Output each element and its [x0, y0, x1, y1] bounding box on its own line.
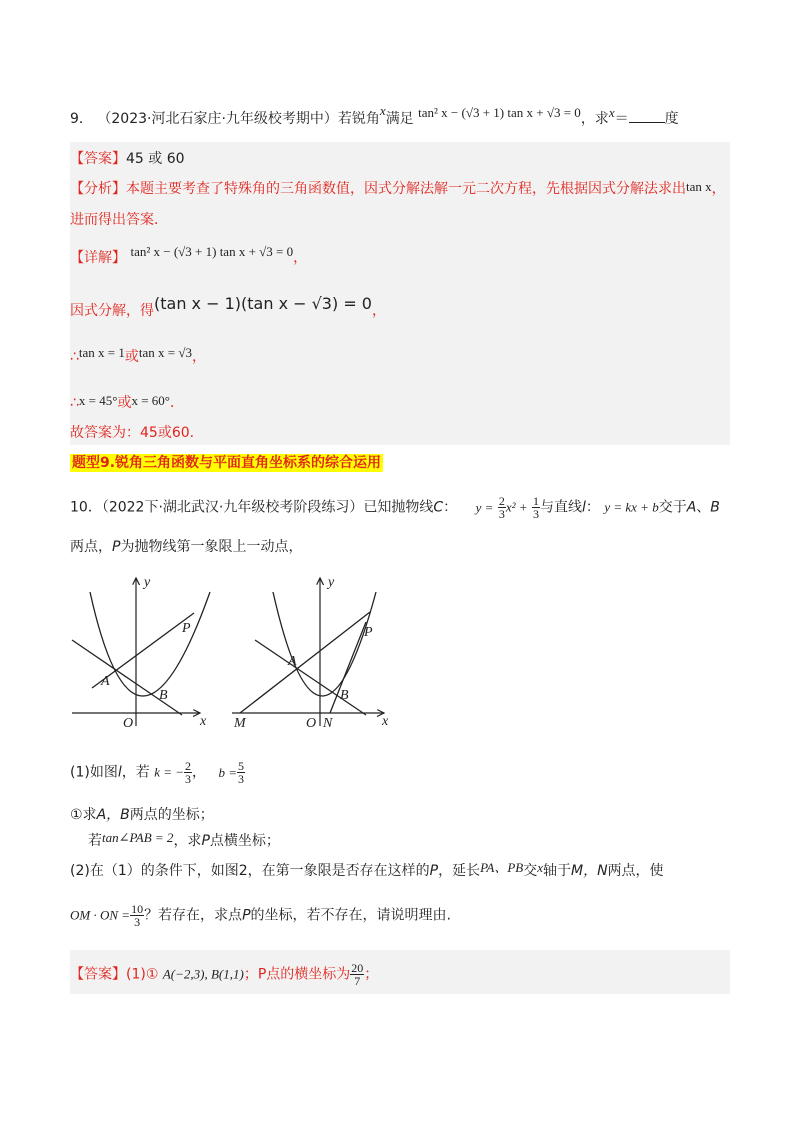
- q10-sub2-mn: M，N: [570, 863, 608, 879]
- q9-factor-line: [70, 294, 386, 320]
- q10-line2: [70, 538, 302, 556]
- q9-answer-line: [70, 150, 185, 168]
- q10-b-comma: ，: [192, 764, 207, 781]
- q9-factor-eq: (tan x − 1)(tan x − √3) = 0: [154, 294, 372, 313]
- q10-sub2-pa: PA、PB: [480, 860, 524, 875]
- q10-number: 10．: [70, 499, 102, 516]
- q10-sub1: [70, 760, 245, 785]
- section-heading-text: 题型9.锐角三角函数与平面直角坐标系的综合运用: [72, 455, 382, 471]
- q10-source: （2022下·湖北武汉·九年级校考阶段练习）: [101, 499, 364, 516]
- q10-sub2-line1: [70, 862, 664, 880]
- fig2-label-b: B: [340, 688, 349, 703]
- fig2-label-a: A: [288, 654, 297, 669]
- q9-text-d: ＝: [614, 111, 629, 127]
- q10-curve: C: [433, 499, 444, 516]
- q10-b-eq: b =: [218, 764, 237, 780]
- q10-sub2-g: 的坐标，若不存在，请说明理由.: [250, 907, 451, 924]
- q10-answer-end: ；: [364, 966, 379, 983]
- q9-detail-comma: ，: [293, 250, 308, 266]
- q10-sep: 、: [696, 499, 711, 516]
- q9-line: [70, 103, 679, 128]
- q9-text-b: 满足: [385, 111, 414, 127]
- q10-answer-coords: A(−2,3), B(1,1): [162, 966, 244, 982]
- fig1-label-x: x: [200, 714, 207, 729]
- fig2-label-y: y: [328, 575, 335, 590]
- q10-text-a: 已知抛物线: [363, 499, 434, 516]
- fig2-label-p: P: [364, 625, 373, 640]
- q10-om-frac: $\frac{10}{3}$: [131, 902, 144, 929]
- fig2-label-m: M: [234, 716, 246, 730]
- q9-tan-eq2: tan x = √3: [138, 345, 192, 360]
- q9-text-a: 若锐角: [337, 111, 380, 127]
- q10-line2-b: 为抛物线第一象限上一动点，: [120, 539, 303, 555]
- q9-answer-value: 45 或 60: [126, 151, 185, 167]
- q10-line-eq: y = kx + b: [604, 499, 659, 515]
- q10-k-eq: k = −: [154, 764, 185, 780]
- q9-answer-label: 【答案】: [70, 151, 126, 167]
- q9-x-period: ．: [169, 395, 184, 411]
- figure-1: [70, 570, 220, 730]
- q10-sub2-b: ，延长: [438, 863, 481, 879]
- q10-frac1: $\frac{2}{3}$: [498, 494, 505, 521]
- fig1-label-b: B: [159, 688, 168, 703]
- q10-sub2-d: 轴于: [542, 863, 571, 879]
- fig1-label-y: y: [144, 575, 151, 590]
- q10-sub2-p: P: [429, 863, 439, 879]
- q10-sub2-x: x: [537, 860, 543, 875]
- q9-analysis-line: [70, 180, 726, 198]
- q9-x-eq2: x = 60°: [131, 393, 170, 408]
- q9-analysis-line2: 进而得出答案．: [70, 212, 168, 228]
- q10-colon2: ：: [585, 499, 600, 516]
- q9-var-x2: x: [608, 105, 615, 120]
- q9-analysis-label: 【分析】: [70, 181, 126, 197]
- q9-tan-comma: ，: [192, 349, 206, 365]
- fig1-label-p: P: [182, 621, 191, 636]
- q10-frac2: $\frac{1}{3}$: [533, 494, 539, 521]
- fig2-line-ab: [255, 640, 366, 715]
- q9-text-c: ，求: [580, 111, 609, 127]
- q10-colon: ：: [443, 499, 458, 516]
- q10-sub2-a: (2)在（1）的条件下，如图2，在第一象限是否存在这样的: [70, 863, 430, 879]
- q10-sub1b-post: 点横坐标；: [209, 833, 280, 849]
- q9-analysis-tan: tan x: [686, 179, 712, 194]
- q10-answer-line: [70, 962, 378, 987]
- q10-k-frac: $\frac{2}{3}$: [185, 759, 192, 786]
- q10-sub2-c: 交: [523, 863, 538, 879]
- q10-sub1-l: l: [117, 764, 122, 781]
- q9-analysis-text1: 本题主要考查了特殊角的三角函数值，因式分解法解一元二次方程，先根据因式分解法求出: [126, 181, 686, 197]
- q9-x-eq1: x = 45°: [78, 393, 118, 408]
- q9-equation: tan² x − (√3 + 1) tan x + √3 = 0: [418, 105, 581, 120]
- q9-source: （2023·河北石家庄·九年级校考期中）: [97, 111, 338, 127]
- q9-tan-line: [70, 345, 206, 366]
- fig2-label-o: O: [306, 716, 317, 730]
- q10-line2-p: P: [112, 539, 121, 555]
- q9-text-e: 度: [664, 111, 679, 127]
- q10-text-b: 与直线: [540, 499, 582, 516]
- q10-sub1b-eq: tan∠PAB = 2: [102, 830, 174, 845]
- q10-sub1-comma: ，若: [121, 764, 150, 781]
- q10-answer-part: (1)①: [126, 966, 159, 983]
- fig1-label-a: A: [101, 674, 110, 689]
- section-heading: [70, 452, 383, 472]
- q10-answer-label: 【答案】: [70, 966, 126, 983]
- q9-factor-comma: ，: [371, 303, 386, 319]
- q10-line1: [70, 495, 720, 520]
- q10-x2: x² +: [505, 499, 528, 515]
- q9-answer-blank[interactable]: [629, 110, 665, 123]
- q9-detail-eq: tan² x − (√3 + 1) tan x + √3 = 0: [130, 244, 294, 259]
- q9-factor-text: 因式分解，得: [70, 303, 154, 319]
- q10-sub2-f: ？若存在，求点: [144, 907, 243, 924]
- q10-answer-frac: $\frac{20}{7}$: [351, 961, 364, 988]
- fig2-label-n: N: [323, 716, 333, 730]
- q10-answer-text: P点的横坐标为: [257, 966, 351, 983]
- q10-sub1b-pre: 若: [88, 833, 102, 849]
- q9-analysis-comma: ，: [711, 181, 726, 197]
- fig1-line-ab: [72, 640, 182, 715]
- q9-detail-line: [70, 244, 308, 267]
- q10-b-frac: $\frac{5}{3}$: [238, 759, 244, 786]
- q9-number: 9．: [70, 111, 93, 127]
- q10-sub2-e: 两点，使: [607, 863, 664, 879]
- q9-final: 故答案为：45或60.: [70, 425, 195, 441]
- q10-answer-semi: ；: [243, 966, 258, 983]
- q10-sub1a-pts: A，B: [96, 807, 130, 823]
- figure-2: [230, 570, 395, 730]
- q9-var-x: x: [379, 103, 386, 118]
- q10-pt-b: B: [710, 499, 720, 516]
- q10-sub2-line2: [70, 903, 451, 928]
- q10-pt-a: A: [686, 499, 697, 516]
- fig2-label-x: x: [382, 714, 389, 729]
- q9-tan-eq1: tan x = 1: [78, 345, 125, 360]
- q10-y-eq: y =: [475, 499, 494, 515]
- q10-text-c: 交于: [658, 499, 687, 516]
- q10-sub1a: [70, 806, 214, 824]
- q9-or-2: 或: [117, 395, 132, 411]
- q9-therefore-2: ∴: [70, 395, 79, 411]
- q10-sub1b-p: P: [201, 833, 210, 849]
- q10-line2-a: 两点，: [70, 539, 112, 555]
- q10-line: l: [582, 499, 586, 516]
- fig1-label-o: O: [123, 716, 134, 730]
- q10-sub2-p2: P: [242, 907, 251, 924]
- q10-sub1-prefix: (1)如图: [70, 764, 118, 781]
- q10-sub1b-mid: ，求: [173, 833, 202, 849]
- q9-detail-label: 【详解】: [70, 250, 126, 266]
- q10-sub2-eq: OM · ON =: [70, 907, 131, 923]
- q9-or-1: 或: [124, 349, 139, 365]
- q10-sub1b: [88, 832, 280, 850]
- q10-sub1a-text: 两点的坐标；: [129, 807, 214, 823]
- fig2-parabola: [273, 592, 376, 696]
- q10-sub1a-prefix: ①求: [70, 807, 97, 823]
- q9-x-line: [70, 394, 184, 412]
- q9-therefore-1: ∴: [70, 349, 79, 365]
